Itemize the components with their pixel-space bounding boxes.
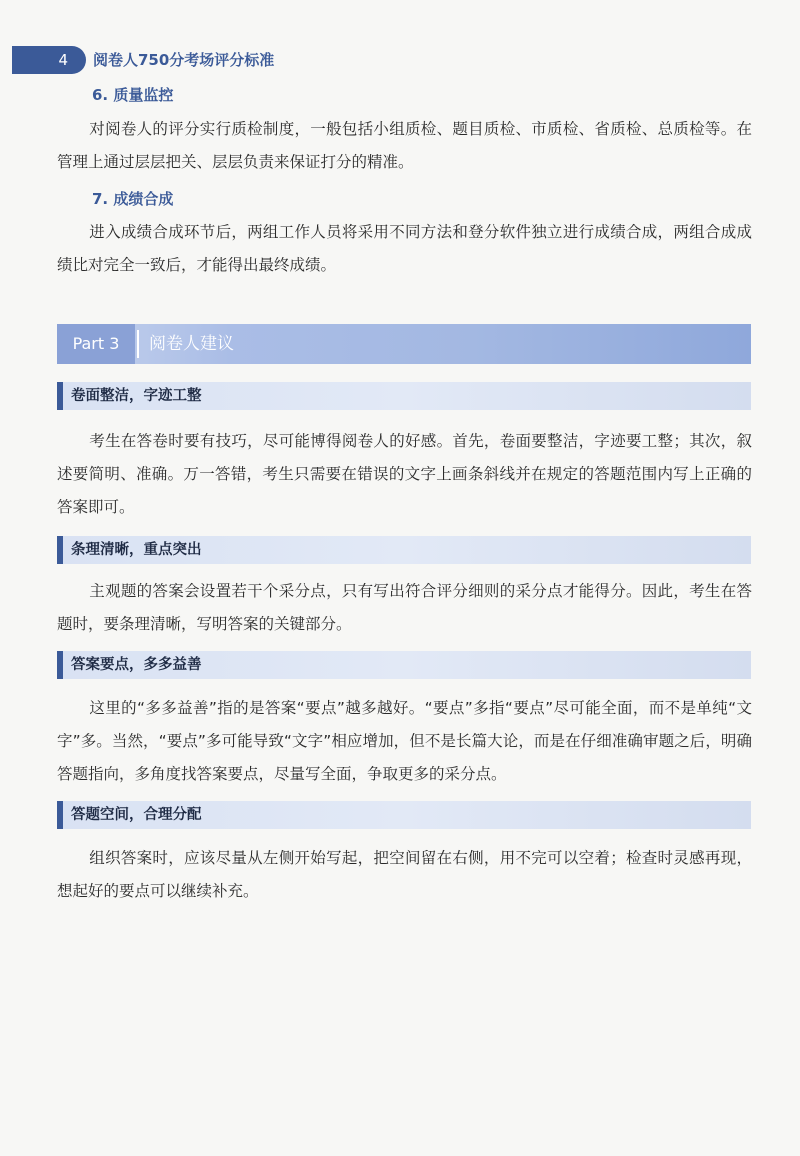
part-label: Part 3 xyxy=(57,324,135,364)
tip-2-heading: 条理清晰，重点突出 xyxy=(71,542,202,558)
tip-3-paragraph xyxy=(57,692,752,791)
heading-marker xyxy=(57,801,63,829)
part-separator xyxy=(137,330,139,358)
tip-3-text: 这里的“多多益善”指的是答案“要点”越多越好。“要点”多指“要点”尽可能全面，而不是单纯“文字”多。当然，“要点”多可能导致“文字”相应增加，但不是长篇大论，而是在仔细准确审题之后，明确答题指向，多角度找答案要点，尽量写全面，争取更多的采分点。 xyxy=(57,699,752,783)
tip-1-paragraph xyxy=(57,425,752,524)
page-header xyxy=(0,46,800,74)
tip-2-heading-bar xyxy=(57,536,751,564)
heading-marker xyxy=(57,651,63,679)
tip-1-heading: 卷面整洁，字迹工整 xyxy=(71,388,202,404)
page-number: 4 xyxy=(12,46,86,74)
tip-4-text: 组织答案时，应该尽量从左侧开始写起，把空间留在右侧，用不完可以空着；检查时灵感再现，想起好的要点可以继续补充。 xyxy=(57,849,752,900)
tip-3-heading-bar xyxy=(57,651,751,679)
section-7-paragraph xyxy=(57,216,752,282)
tip-2-paragraph xyxy=(57,575,752,641)
section-7-heading: 7. 成绩合成 xyxy=(92,190,174,208)
part-3-banner xyxy=(57,324,751,364)
tip-1-heading-bar xyxy=(57,382,751,410)
section-6-paragraph xyxy=(57,113,752,179)
tip-3-heading: 答案要点，多多益善 xyxy=(71,657,202,673)
tip-4-paragraph xyxy=(57,842,752,908)
tip-1-text: 考生在答卷时要有技巧，尽可能博得阅卷人的好感。首先，卷面要整洁，字迹要工整；其次，叙述要简明、准确。万一答错，考生只需要在错误的文字上画条斜线并在规定的答题范围内写上正确的答案即可。 xyxy=(57,432,752,516)
heading-marker xyxy=(57,536,63,564)
section-6-text: 对阅卷人的评分实行质检制度，一般包括小组质检、题目质检、市质检、省质检、总质检等。在管理上通过层层把关、层层负责来保证打分的精准。 xyxy=(57,120,752,171)
part-title: 阅卷人建议 xyxy=(149,334,234,354)
heading-marker xyxy=(57,382,63,410)
tip-4-heading: 答题空间，合理分配 xyxy=(71,807,202,823)
section-7-text: 进入成绩合成环节后，两组工作人员将采用不同方法和登分软件独立进行成绩合成，两组合成成绩比对完全一致后，才能得出最终成绩。 xyxy=(57,223,752,274)
running-title: 阅卷人750分考场评分标准 xyxy=(93,51,275,69)
section-6-heading: 6. 质量监控 xyxy=(92,86,174,104)
tip-2-text: 主观题的答案会设置若干个采分点，只有写出符合评分细则的采分点才能得分。因此，考生在答题时，要条理清晰，写明答案的关键部分。 xyxy=(57,582,752,633)
tip-4-heading-bar xyxy=(57,801,751,829)
